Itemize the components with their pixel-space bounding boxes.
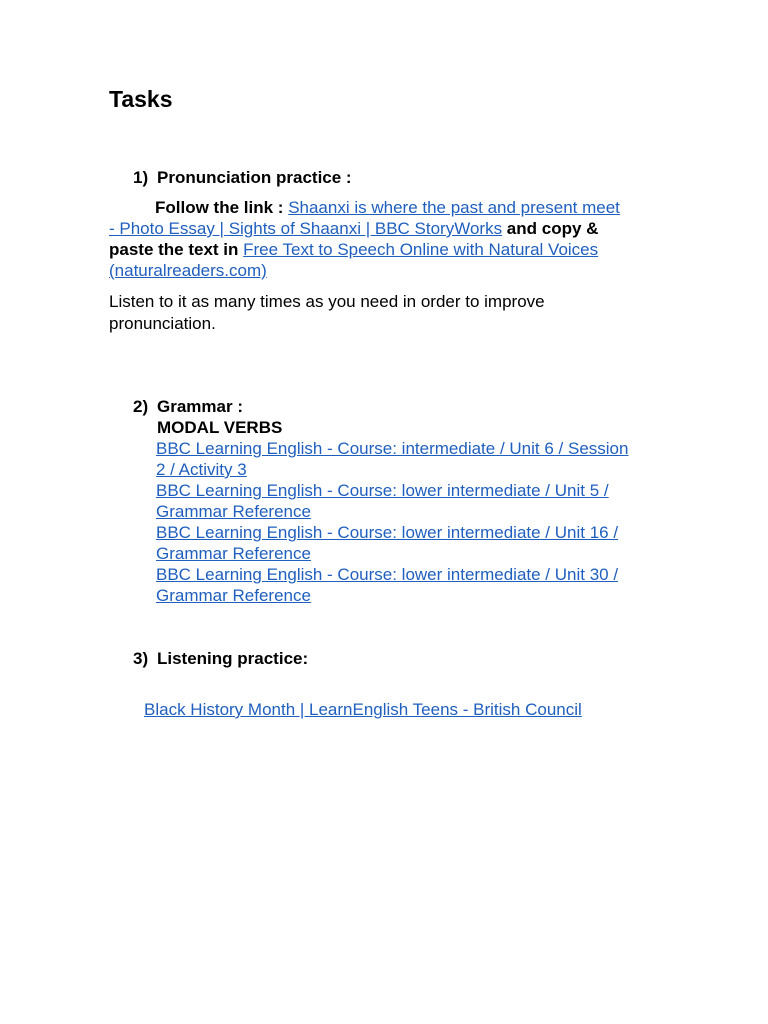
shaanxi-photo-essay-link-cont[interactable]: - Photo Essay | Sights of Shaanxi | BBC StoryWorks — [109, 219, 503, 238]
section-3-title: Listening practice: — [157, 649, 309, 668]
paste-text-line — [109, 239, 598, 260]
bbc-intermediate-unit6-link-cont[interactable]: 2 / Activity 3 — [156, 460, 247, 479]
section-3-heading — [133, 648, 308, 669]
naturalreaders-link-line-2 — [109, 260, 267, 281]
bbc-lower-intermediate-unit16-link-cont[interactable]: Grammar Reference — [156, 544, 311, 563]
section-2-number: 2) — [133, 397, 149, 416]
section-1-heading — [133, 167, 352, 188]
and-copy-text: and copy & — [502, 219, 599, 238]
follow-link-label: Follow the link : — [155, 198, 284, 217]
section-1-title: Pronunciation practice : — [157, 168, 352, 187]
naturalreaders-link-cont[interactable]: (naturalreaders.com) — [109, 261, 267, 280]
bbc-intermediate-unit6-link[interactable]: BBC Learning English - Course: intermediate / Unit 6 / Session — [156, 439, 629, 458]
grammar-link-2-line-1 — [156, 480, 609, 501]
black-history-month-link[interactable]: Black History Month | LearnEnglish Teens - British Council — [144, 700, 582, 719]
section-1-number: 1) — [133, 168, 149, 187]
naturalreaders-link[interactable]: Free Text to Speech Online with Natural Voices — [243, 240, 599, 259]
section-2-title: Grammar : — [157, 397, 243, 416]
listen-instruction-line-2: pronunciation. — [109, 314, 216, 333]
grammar-link-3-line-1 — [156, 522, 618, 543]
bbc-lower-intermediate-unit30-link-cont[interactable]: Grammar Reference — [156, 586, 311, 605]
section-2-heading — [133, 396, 243, 417]
grammar-link-4-line-1 — [156, 564, 618, 585]
paste-text-label: paste the text in — [109, 240, 244, 259]
grammar-link-2-line-2 — [156, 501, 311, 522]
page-title: Tasks — [109, 86, 173, 112]
bbc-lower-intermediate-unit5-link-cont[interactable]: Grammar Reference — [156, 502, 311, 521]
grammar-link-4-line-2 — [156, 585, 311, 606]
grammar-link-1-line-1 — [156, 438, 628, 459]
bbc-lower-intermediate-unit30-link[interactable]: BBC Learning English - Course: lower intermediate / Unit 30 / — [156, 565, 619, 584]
section-3-number: 3) — [133, 649, 149, 668]
grammar-link-3-line-2 — [156, 543, 311, 564]
modal-verbs-subheading: MODAL VERBS — [157, 418, 283, 437]
follow-link-line-2 — [109, 218, 598, 239]
bbc-lower-intermediate-unit16-link[interactable]: BBC Learning English - Course: lower intermediate / Unit 16 / — [156, 523, 619, 542]
listening-link-line — [144, 699, 582, 720]
follow-link-line — [155, 197, 620, 218]
bbc-lower-intermediate-unit5-link[interactable]: BBC Learning English - Course: lower intermediate / Unit 5 / — [156, 481, 609, 500]
grammar-link-1-line-2 — [156, 459, 247, 480]
shaanxi-photo-essay-link[interactable]: Shaanxi is where the past and present meet — [288, 198, 620, 217]
listen-instruction-line-1: Listen to it as many times as you need in order to improve — [109, 292, 545, 311]
